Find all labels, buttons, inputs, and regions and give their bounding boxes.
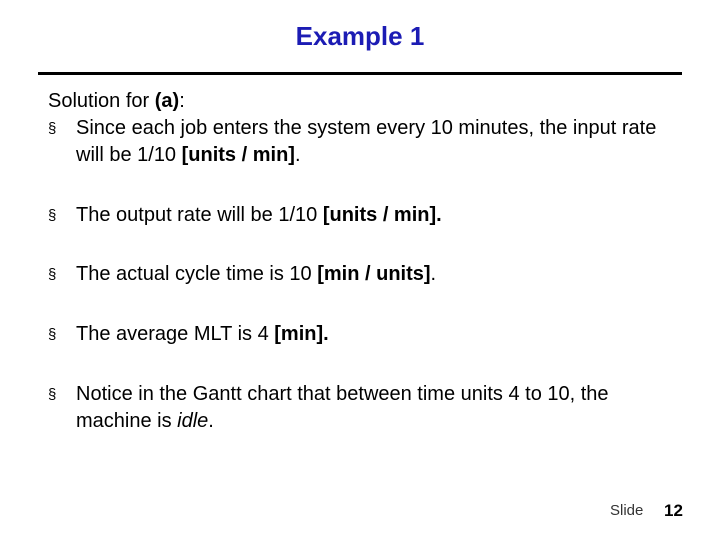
bullet-bold: [min]. (274, 323, 329, 345)
slide-label: Slide (610, 502, 644, 519)
bullet-bold: [units / min] (181, 144, 295, 166)
bullet-cycle-time (48, 261, 688, 288)
bullet-marker: § (48, 120, 57, 137)
bullet-text: The average MLT is 4 (76, 323, 275, 345)
intro-suffix: : (179, 90, 185, 112)
bullet-output-rate (48, 202, 688, 229)
bullet-tail: . (208, 410, 214, 432)
bullet-text: The actual cycle time is 10 (76, 263, 318, 285)
bullet-marker: § (48, 326, 57, 343)
bullet-bold: [min / units] (317, 263, 431, 285)
intro-part: (a) (154, 90, 180, 112)
bullet-marker: § (48, 207, 57, 224)
bullet-bold: [units / min]. (322, 204, 442, 226)
bullet-italic: idle (177, 410, 209, 432)
slide-title: Example 1 (295, 21, 425, 51)
bullet-idle-note (48, 381, 688, 435)
bullet-marker: § (48, 266, 57, 283)
bullet-text: Since each job enters the system every 10 minutes, the input rate will be 1/10 (76, 117, 657, 166)
solution-intro (48, 88, 688, 115)
bullet-marker: § (48, 386, 57, 403)
bullet-input-rate (48, 115, 688, 169)
bullet-text: Notice in the Gantt chart that between time units 4 to 10, the machine is (76, 383, 609, 432)
slide-body (48, 88, 688, 435)
title-divider (38, 72, 682, 75)
intro-prefix: Solution for (48, 90, 155, 112)
bullet-tail: . (294, 144, 301, 166)
slide-number: 12 (664, 501, 683, 520)
bullet-average-mlt (48, 321, 688, 348)
bullet-tail: . (430, 263, 437, 285)
bullet-text: The output rate will be 1/10 (76, 204, 323, 226)
